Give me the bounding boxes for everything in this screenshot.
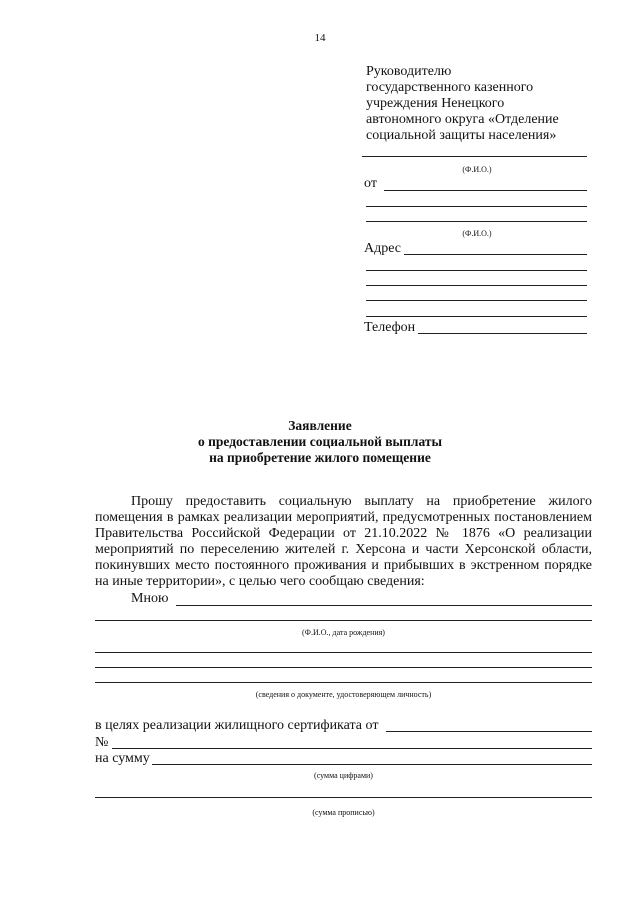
fio-birth-field-line-2[interactable] <box>95 620 592 621</box>
mnoyu-label: Мною <box>131 591 169 606</box>
id-doc-field-line-2[interactable] <box>95 667 592 668</box>
address-label: Адрес <box>364 241 402 256</box>
addressee-line: социальной защиты населения» <box>366 128 557 143</box>
addressee-line: Руководителю <box>366 64 452 79</box>
body-line: покинувших место постоянного проживания и прибывших в экстренном порядке <box>95 558 592 573</box>
id-doc-caption: (сведения о документе, удостоверяющем личность) <box>255 690 432 699</box>
fio-underline[interactable] <box>362 156 587 157</box>
body-line: на иные территории», с целью чего сообщаю сведения: <box>95 574 425 589</box>
fio-birth-caption: (Ф.И.О., дата рождения) <box>302 628 385 637</box>
fio-caption: (Ф.И.О.) <box>462 165 492 174</box>
title-line: на приобретение жилого помещение <box>209 450 431 465</box>
phone-label: Телефон <box>364 320 416 335</box>
address-field[interactable] <box>404 254 587 255</box>
sum-words-caption: (сумма прописью) <box>312 808 375 817</box>
addressee-line: автономного округа «Отделение <box>366 112 559 127</box>
sum-digits-caption: (сумма цифрами) <box>314 771 373 780</box>
title-line: Заявление <box>288 418 352 433</box>
sum-words-field[interactable] <box>95 797 592 798</box>
address-field-line-5[interactable] <box>366 316 587 317</box>
body-line: Прошу предоставить социальную выплату на приобретение жилого <box>131 494 592 509</box>
certificate-number-field[interactable] <box>112 748 592 749</box>
sum-digits-field[interactable] <box>152 764 592 765</box>
id-doc-field[interactable] <box>95 652 592 653</box>
title-line: о предоставлении социальной выплаты <box>197 434 443 449</box>
number-label: № <box>95 735 109 750</box>
addressee-line: государственного казенного <box>366 80 534 95</box>
phone-field[interactable] <box>418 333 587 334</box>
page-number: 14 <box>314 32 326 44</box>
body-line: помещения в рамках реализации мероприятий, предусмотренных постановлением <box>95 510 592 525</box>
addressee-block <box>366 64 559 144</box>
addressee-line: учреждения Ненецкого <box>366 96 505 111</box>
id-doc-field-line-3[interactable] <box>95 682 592 683</box>
from-field-line-3[interactable] <box>366 221 587 222</box>
sum-label: на сумму <box>95 751 150 766</box>
from-field[interactable] <box>384 190 587 191</box>
fio-birth-field[interactable] <box>176 605 592 606</box>
address-field-line-3[interactable] <box>366 285 587 286</box>
from-label: от <box>364 176 377 191</box>
body-line: Правительства Российской Федерации от 21.10.2022 № 1876 «О реализации <box>95 526 592 541</box>
document-title <box>0 418 640 466</box>
fio-caption-2: (Ф.И.О.) <box>462 229 492 238</box>
address-field-line-2[interactable] <box>366 270 587 271</box>
from-field-line-2[interactable] <box>366 206 587 207</box>
certificate-date-field[interactable] <box>386 731 592 732</box>
application-text <box>95 494 592 590</box>
address-field-line-4[interactable] <box>366 300 587 301</box>
certificate-label: в целях реализации жилищного сертификата от <box>95 718 379 733</box>
body-line: мероприятий по переселению жителей г. Херсона и части Херсонской области, <box>95 542 592 557</box>
